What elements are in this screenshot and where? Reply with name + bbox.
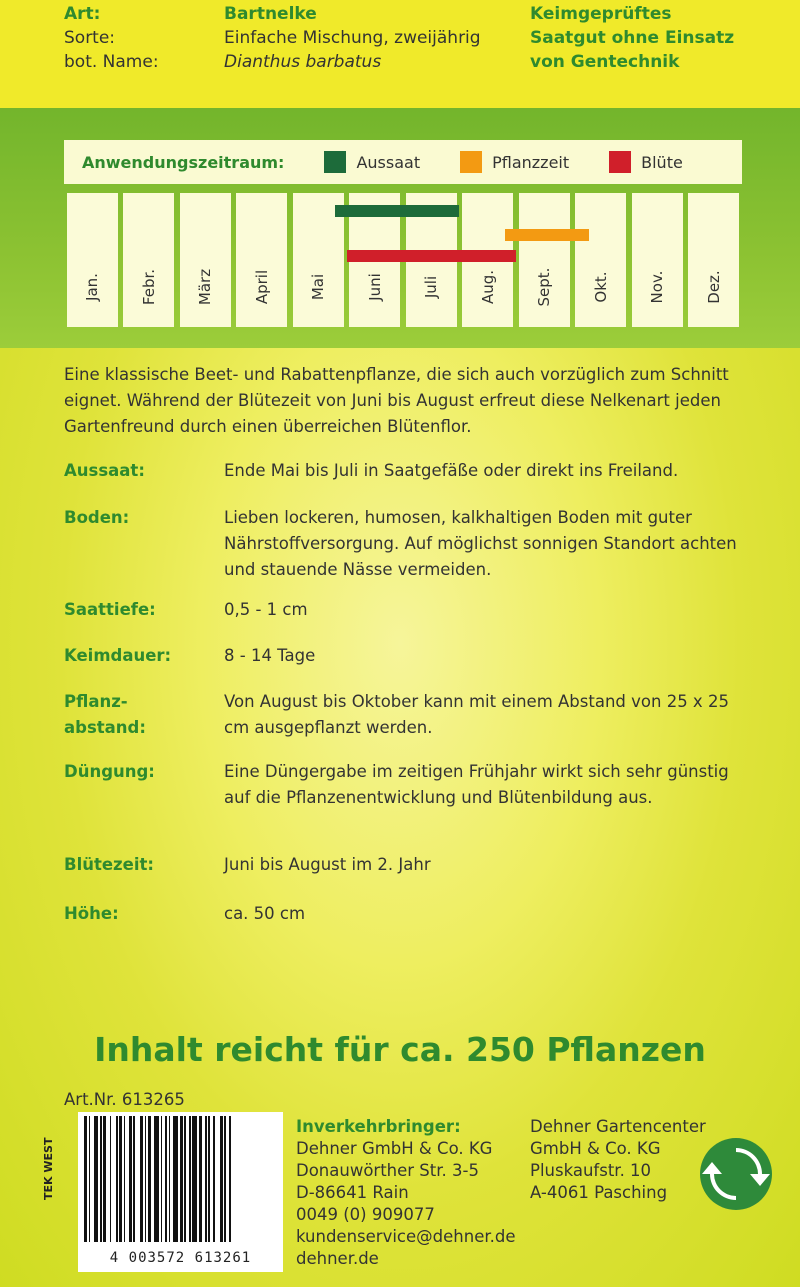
label-bot-name: bot. Name: xyxy=(64,52,159,72)
product-header xyxy=(0,0,800,108)
aussaat-swatch-icon xyxy=(324,151,346,173)
distributor-at-line: Pluskaufstr. 10 xyxy=(530,1161,652,1180)
month-column xyxy=(519,193,570,327)
value-bot-name: Dianthus barbatus xyxy=(224,52,382,72)
month-column xyxy=(123,193,174,327)
article-number: Art.Nr. 613265 xyxy=(64,1090,185,1109)
month-calendar xyxy=(64,193,742,327)
legend-aussaat-label: Aussaat xyxy=(356,152,421,172)
detail-key: Boden: xyxy=(64,508,130,527)
month-label: Juli xyxy=(422,275,441,299)
month-label: Febr. xyxy=(139,268,158,306)
bluete-swatch-icon xyxy=(609,151,631,173)
detail-key: Keimdauer: xyxy=(64,646,172,665)
detail-value: Eine Düngergabe im zeitigen Frühjahr wirkt sich sehr günstig auf die Pflanzenentwicklung und Blütenbildung aus. xyxy=(224,762,729,807)
detail-value: 8 - 14 Tage xyxy=(224,646,316,665)
distributor-line: Donauwörther Str. 3-5 xyxy=(296,1161,479,1180)
month-column xyxy=(67,193,118,327)
content-headline: Inhalt reicht für ca. 250 Pflanzen xyxy=(94,1030,706,1069)
month-column xyxy=(236,193,287,327)
tek-logo xyxy=(40,1137,60,1200)
legend-bluete xyxy=(609,151,683,173)
distributor-line: kundenservice@dehner.de xyxy=(296,1227,516,1246)
distributor-at-line: A-4061 Pasching xyxy=(530,1183,668,1202)
distributor-line: D-86641 Rain xyxy=(296,1183,409,1202)
badge-line-1: Keimgeprüftes xyxy=(530,4,672,24)
month-label: März xyxy=(196,268,215,306)
distributor-line: Dehner GmbH & Co. KG xyxy=(296,1139,493,1158)
month-column xyxy=(688,193,739,327)
recycle-arrows-icon xyxy=(700,1138,772,1210)
distributor-line: dehner.de xyxy=(296,1249,379,1268)
recycle-icon xyxy=(700,1138,772,1210)
distributor-at-line: Dehner Gartencenter xyxy=(530,1117,706,1136)
distributor-at-line: GmbH & Co. KG xyxy=(530,1139,661,1158)
detail-value: Juni bis August im 2. Jahr xyxy=(224,855,431,874)
badge-line-2: Saatgut ohne Einsatz xyxy=(530,28,735,48)
legend-pflanzzeit xyxy=(460,151,569,173)
period-bar-pflanzzeit xyxy=(505,229,590,241)
month-column xyxy=(575,193,626,327)
detail-key: Aussaat: xyxy=(64,461,145,480)
detail-key: Höhe: xyxy=(64,904,119,923)
month-label: Juni xyxy=(365,273,384,301)
month-label: Jan. xyxy=(83,273,102,301)
month-label: April xyxy=(252,269,271,305)
barcode-bars xyxy=(84,1116,277,1242)
legend-bluete-label: Blüte xyxy=(641,152,683,172)
barcode-bar xyxy=(231,1116,233,1242)
period-bar-aussaat xyxy=(335,205,459,217)
detail-value: ca. 50 cm xyxy=(224,904,306,923)
distributor-at-address xyxy=(530,1116,706,1204)
distributor-line: 0049 (0) 909077 xyxy=(296,1205,435,1224)
month-label: Dez. xyxy=(704,270,723,304)
detail-key: Düngung: xyxy=(64,762,155,781)
detail-value: Ende Mai bis Juli in Saatgefäße oder direkt ins Freiland. xyxy=(224,461,679,480)
month-column xyxy=(180,193,231,327)
value-sorte: Einfache Mischung, zweijährig xyxy=(224,28,481,48)
label-sorte: Sorte: xyxy=(64,28,116,48)
detail-value: 0,5 - 1 cm xyxy=(224,600,308,619)
month-column xyxy=(632,193,683,327)
period-bar-blüte xyxy=(347,250,517,262)
intro-text: Eine klassische Beet- und Rabattenpflanze, die sich auch vorzüglich zum Schnitt eignet. Während der Blütezeit von Juni bis August erfreut diese Nelkenart jeden Gartenfreund durch einen überreichen Blütenflor. xyxy=(64,365,729,436)
badge-line-3: von Gentechnik xyxy=(530,52,680,72)
detail-value: Lieben lockeren, humosen, kalkhaltigen Boden mit guter Nährstoffversorgung. Auf möglichst sonnigen Standort achten und stauende Nässe vermeiden. xyxy=(224,508,737,579)
detail-key: Saattiefe: xyxy=(64,600,156,619)
label-art: Art: xyxy=(64,4,101,24)
legend-aussaat xyxy=(324,151,420,173)
detail-key: Pflanz- abstand: xyxy=(64,692,146,737)
month-label: Mai xyxy=(309,273,328,301)
detail-value: Von August bis Oktober kann mit einem Abstand von 25 x 25 cm ausgepflanzt werden. xyxy=(224,692,729,737)
legend-pflanzzeit-label: Pflanzzeit xyxy=(492,152,570,172)
month-label: Okt. xyxy=(591,271,610,303)
month-label: Aug. xyxy=(478,269,497,305)
month-label: Sept. xyxy=(535,267,554,307)
detail-key: Blütezeit: xyxy=(64,855,154,874)
calendar-title: Anwendungszeitraum: xyxy=(82,152,285,172)
barcode xyxy=(78,1112,283,1272)
barcode-number: 4 003572 613261 xyxy=(109,1250,252,1266)
distributor-label: Inverkehrbringer: xyxy=(296,1117,461,1136)
month-label: Nov. xyxy=(648,270,667,304)
tek-label: TEK WEST xyxy=(42,1137,55,1200)
distributor-address xyxy=(296,1116,515,1270)
value-art: Bartnelke xyxy=(224,4,317,24)
calendar-legend xyxy=(64,140,742,184)
pflanzzeit-swatch-icon xyxy=(460,151,482,173)
